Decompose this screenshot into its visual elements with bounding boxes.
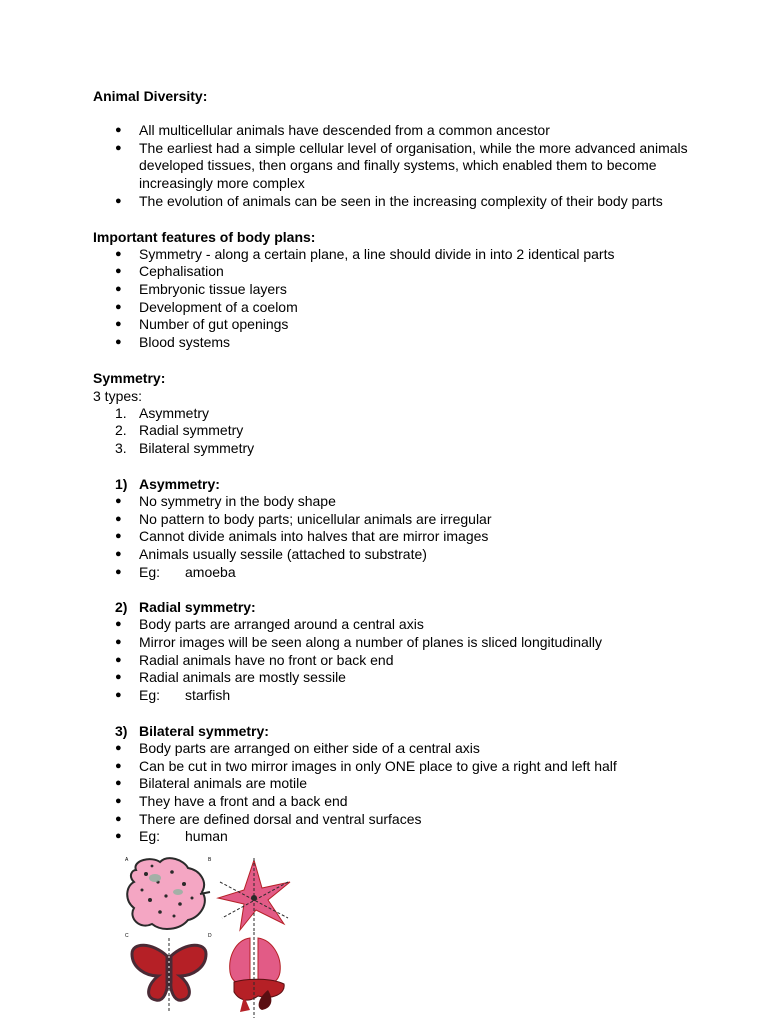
section-title-symmetry: Symmetry: [93, 369, 166, 386]
subsection-title-bilateral: 3) Bilateral symmetry: [115, 722, 269, 739]
list-item: ● Embryonic tissue layers [93, 281, 713, 299]
list-item: ● Animals usually sessile (attached to substrate) [93, 546, 713, 564]
list-item: ● Radial animals are mostly sessile [93, 669, 713, 687]
animal-diversity-list [93, 122, 713, 211]
example-item: ● Eg: human [93, 828, 713, 846]
list-item: 2. Radial symmetry [115, 422, 244, 439]
list-item: ● Mirror images will be seen along a number of planes is sliced longitudinally [93, 634, 713, 652]
document-page [93, 87, 713, 846]
list-item: ● Development of a coelom [93, 299, 713, 317]
subsection-title-radial: 2) Radial symmetry: [115, 599, 256, 616]
example-item: ● Eg: amoeba [93, 564, 713, 582]
example-item: ● Eg: starfish [93, 687, 713, 705]
list-item: ● Cephalisation [93, 263, 713, 281]
list-item: ● There are defined dorsal and ventral surfaces [93, 811, 713, 829]
list-item: ● No symmetry in the body shape [93, 493, 713, 511]
asymmetry-list [93, 493, 713, 582]
symmetry-types-list [93, 405, 713, 458]
list-item: ● Body parts are arranged around a central axis [93, 616, 713, 634]
section-title-animal-diversity: Animal Diversity: [93, 88, 208, 104]
list-item: ● Blood systems [93, 334, 713, 352]
panel-label-a: A [125, 857, 129, 863]
symmetry-figure-svg [122, 852, 296, 1020]
panel-label-d: D [208, 933, 212, 939]
body-plans-list [93, 246, 713, 352]
radial-list [93, 616, 713, 705]
human-organs-icon [230, 932, 284, 1018]
list-item: ● Radial animals have no front or back end [93, 652, 713, 670]
list-item: ● Bilateral animals are motile [93, 775, 713, 793]
list-item: ● Can be cut in two mirror images in only ONE place to give a right and left half [93, 758, 713, 776]
panel-label-b: B [208, 857, 212, 863]
amoeba-icon [127, 858, 210, 929]
list-item: ● All multicellular animals have descended from a common ancestor [93, 122, 713, 140]
list-item: ● No pattern to body parts; unicellular animals are irregular [93, 511, 713, 529]
list-item: ● Symmetry - along a certain plane, a line should divide in into 2 identical parts [93, 246, 713, 264]
list-item: ● The earliest had a simple cellular level of organisation, while the more advanced animals developed tissues, then organs and finally systems, which enabled them to become increasingly more complex [93, 140, 713, 193]
list-item: ● Cannot divide animals into halves that are mirror images [93, 528, 713, 546]
starfish-icon [218, 858, 290, 932]
section-title-body-plans: Important features of body plans: [93, 228, 316, 245]
list-item: 3. Bilateral symmetry [115, 440, 255, 457]
symmetry-intro: 3 types: [93, 387, 143, 404]
subsection-title-asymmetry: 1) Asymmetry: [115, 475, 220, 492]
list-item: ● They have a front and a back end [93, 793, 713, 811]
symmetry-illustration [122, 852, 296, 1020]
panel-label-c: C [125, 933, 129, 939]
butterfly-icon [132, 938, 206, 1012]
list-item: ● The evolution of animals can be seen in the increasing complexity of their body parts [93, 193, 713, 211]
bilateral-list [93, 740, 713, 846]
list-item: ● Body parts are arranged on either side of a central axis [93, 740, 713, 758]
list-item: ● Number of gut openings [93, 316, 713, 334]
list-item: 1. Asymmetry [115, 404, 209, 421]
